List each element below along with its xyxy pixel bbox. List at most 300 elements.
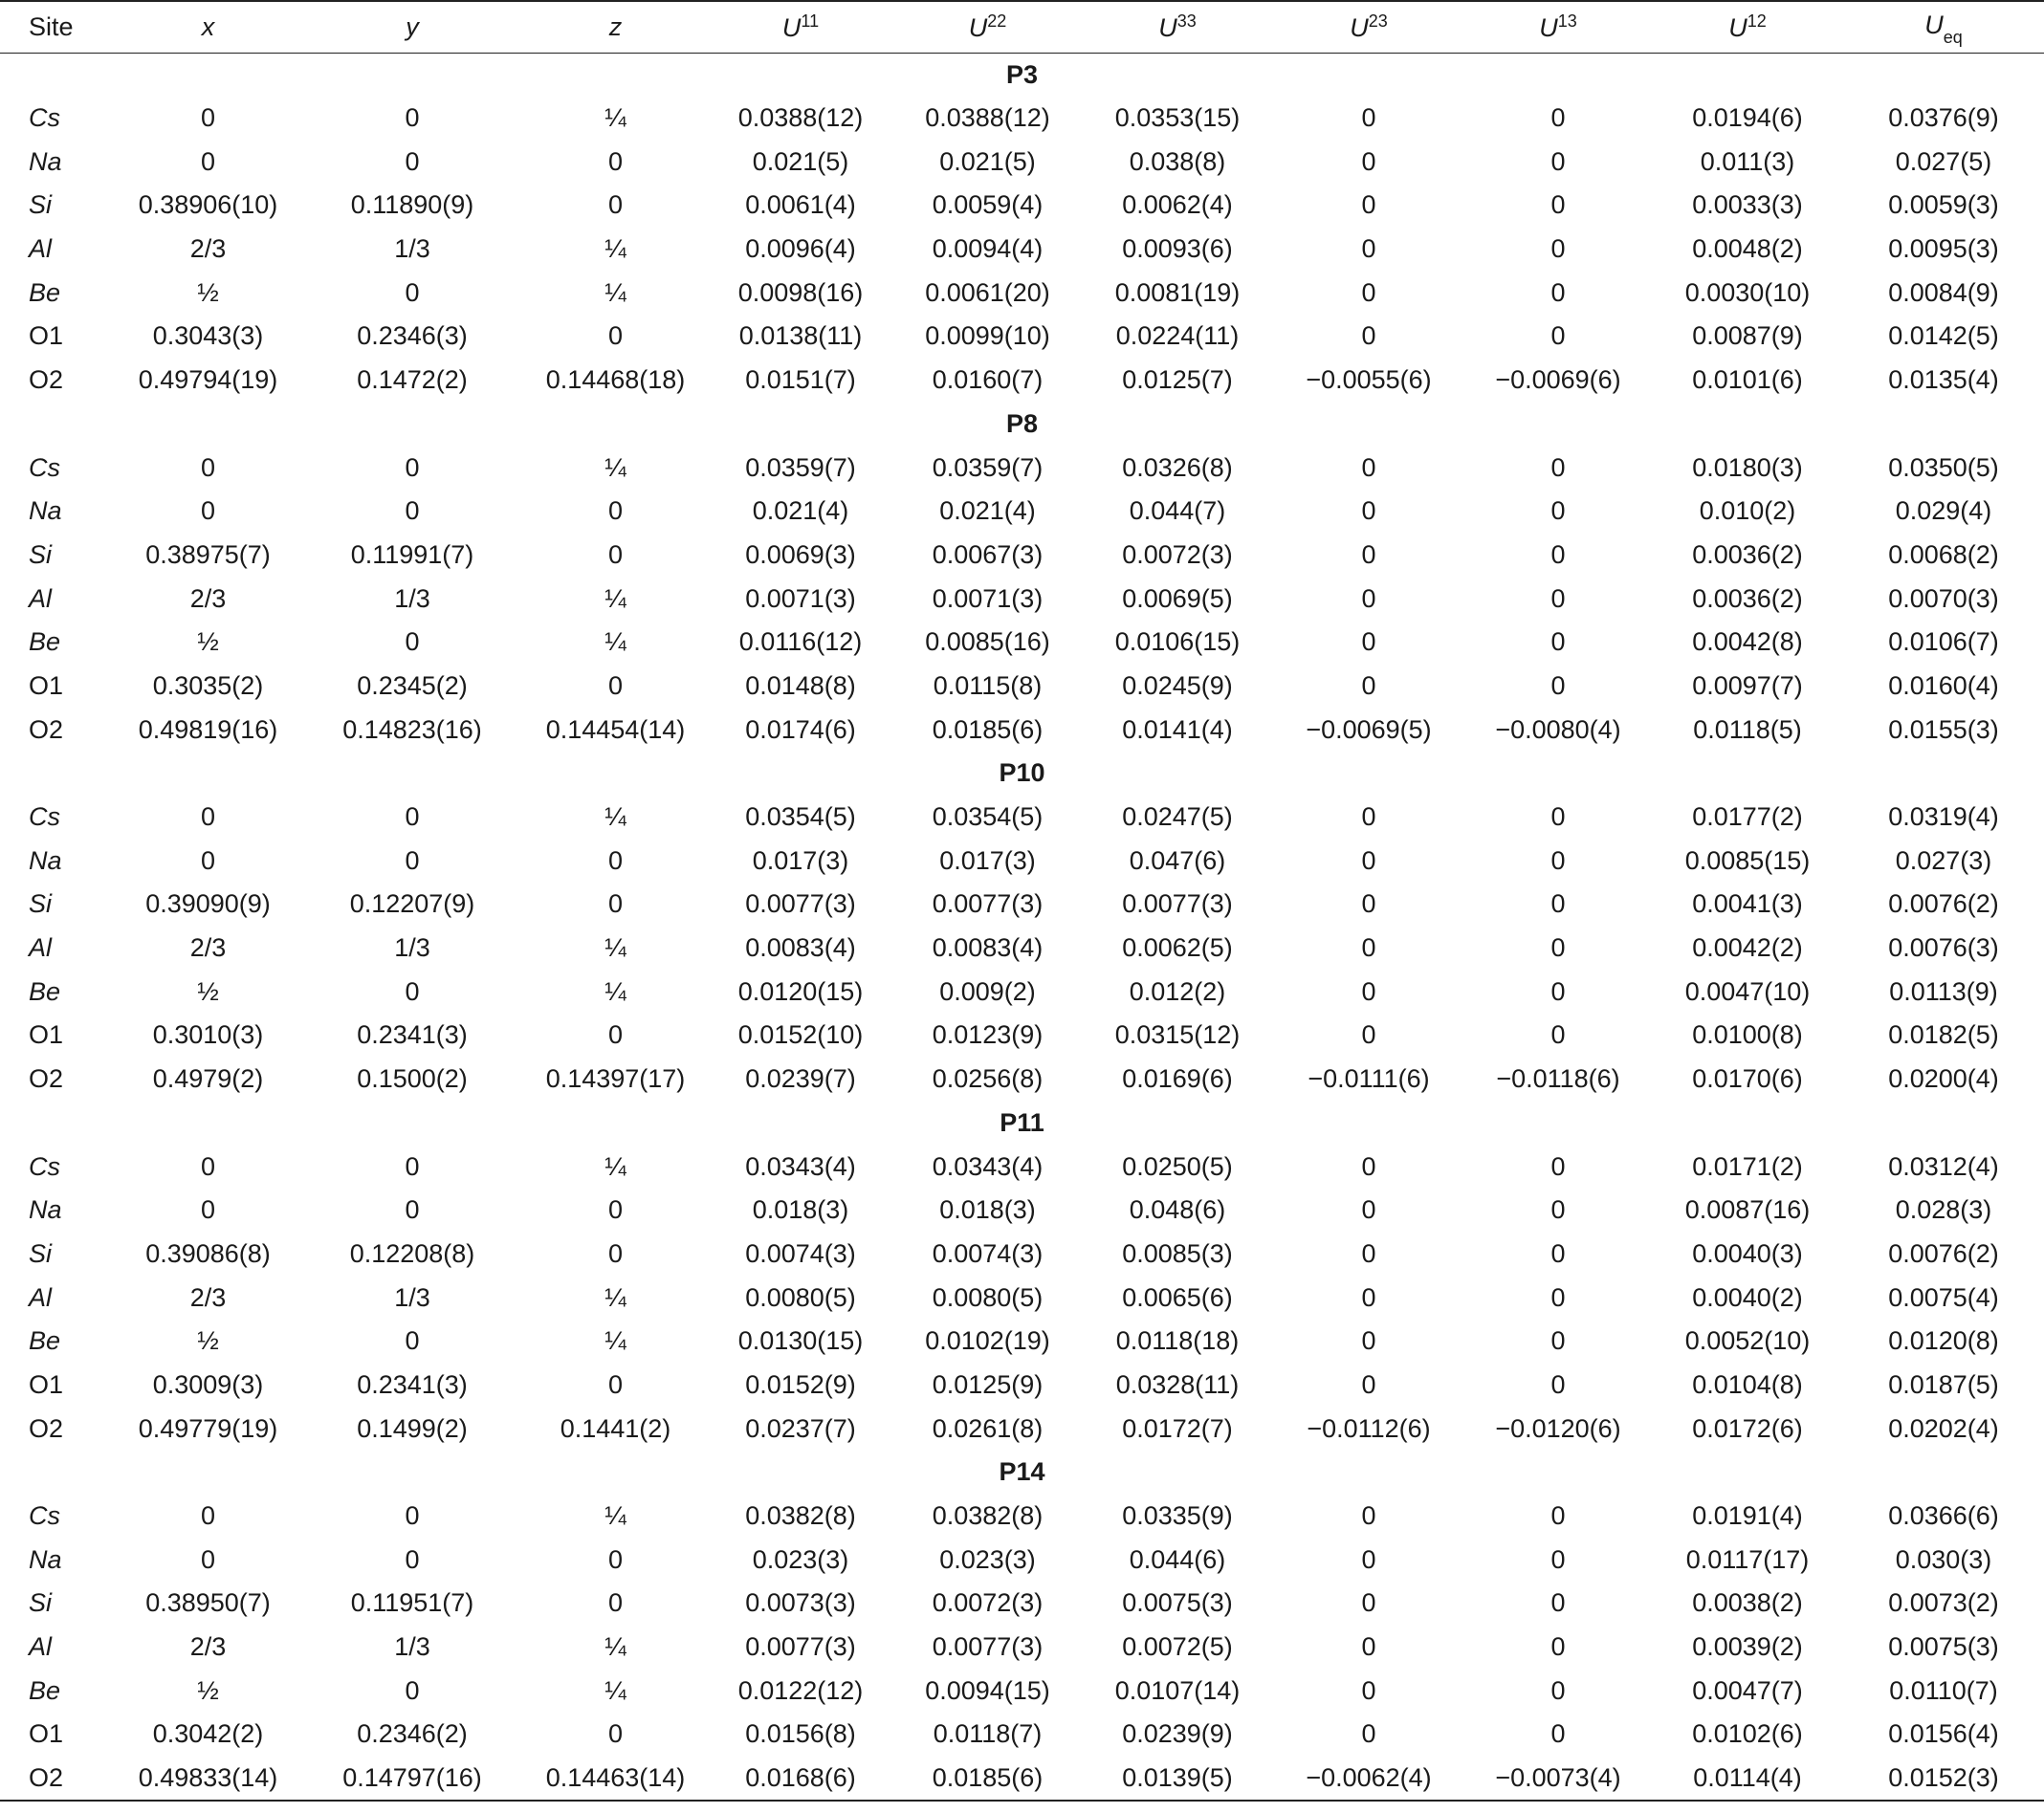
value-cell-z: 0: [607, 1544, 624, 1574]
site-cell: O2: [0, 1757, 115, 1801]
value-cell-x: ½: [197, 277, 219, 307]
group-label: P3: [1005, 59, 1039, 89]
site-cell: Al: [29, 1632, 53, 1662]
value-cell-u22: 0.0256(8): [932, 1064, 1044, 1094]
value-cell-z: 0: [607, 1719, 624, 1749]
value-cell-u33: 0.0077(3): [1122, 889, 1233, 919]
value-cell-u13: 0: [1550, 1675, 1566, 1705]
column-header-u12-symbol: U: [1728, 12, 1747, 42]
value-cell-u23: 0: [1361, 146, 1376, 176]
value-cell-z: 0.14463(14): [523, 1757, 708, 1801]
value-cell-u13: −0.0073(4): [1464, 1757, 1652, 1801]
value-cell-x: 0.3043(3): [152, 321, 264, 351]
value-cell-u13: 0: [1550, 539, 1566, 569]
site-cell: Be: [29, 1675, 61, 1705]
value-cell-x: ½: [197, 1675, 219, 1705]
value-cell-z: 0: [607, 1588, 624, 1618]
value-cell-y: 0: [405, 1544, 420, 1574]
value-cell-u13: 0: [1550, 1719, 1566, 1749]
value-cell-x: 0.49819(16): [138, 714, 278, 744]
site-cell: O2: [29, 1064, 64, 1094]
value-cell-u22: 0.0080(5): [932, 1282, 1044, 1312]
value-cell-u12: 0.0117(17): [1685, 1544, 1810, 1574]
value-cell-ueq: 0.0135(4): [1888, 365, 1999, 395]
value-cell-u23: −0.0062(4): [1273, 1757, 1464, 1801]
value-cell-ueq: 0.0076(2): [1888, 1238, 1999, 1268]
value-cell-u33: 0.0075(3): [1122, 1588, 1233, 1618]
value-cell-ueq: 0.0120(8): [1888, 1326, 1999, 1356]
value-cell-x: 0.38950(7): [145, 1588, 271, 1618]
value-cell-u13: 0: [1550, 496, 1566, 526]
group-header-row: [0, 403, 2044, 447]
value-cell-u23: 0: [1361, 1501, 1376, 1531]
value-cell-u11: 0.018(3): [752, 1195, 849, 1225]
site-cell: Cs: [29, 1501, 60, 1531]
value-cell-u33: 0.0247(5): [1122, 802, 1233, 832]
column-header-u22-sup: 22: [987, 11, 1007, 31]
column-header-ueq: [1843, 1, 2044, 53]
site-cell: O1: [29, 1369, 64, 1399]
value-cell-x: ½: [197, 627, 219, 657]
value-cell-x: 0.39086(8): [145, 1238, 271, 1268]
site-cell: Cs: [29, 103, 60, 133]
value-cell-z: ¼: [604, 103, 626, 133]
value-cell-u12: 0.0033(3): [1692, 190, 1803, 220]
value-cell-u22: 0.018(3): [939, 1195, 1036, 1225]
value-cell-u11: 0.017(3): [752, 845, 849, 875]
value-cell-u23: 0: [1361, 1544, 1376, 1574]
value-cell-ueq: 0.0319(4): [1888, 802, 1999, 832]
value-cell-x: 0.4979(2): [152, 1064, 264, 1094]
value-cell-u12: 0.0036(2): [1692, 539, 1803, 569]
column-header-u22-symbol: U: [968, 12, 988, 42]
value-cell-u13: −0.0080(4): [1495, 714, 1621, 744]
table-row: [0, 315, 2044, 359]
value-cell-u23: 0: [1361, 234, 1376, 264]
value-cell-u11: 0.023(3): [752, 1544, 849, 1574]
value-cell-u11: 0.0096(4): [745, 234, 856, 264]
value-cell-ueq: 0.0155(3): [1888, 714, 1999, 744]
value-cell-u11: 0.0080(5): [745, 1282, 856, 1312]
value-cell-u23: 0: [1361, 539, 1376, 569]
value-cell-u23: 0: [1361, 496, 1376, 526]
table-row: [0, 1233, 2044, 1277]
value-cell-u13: 0: [1550, 1238, 1566, 1268]
value-cell-u13: 0: [1550, 1588, 1566, 1618]
column-header-u22: [893, 1, 1082, 53]
site-cell: O2: [29, 1413, 64, 1443]
site-cell: Al: [29, 933, 53, 963]
value-cell-u13: 0: [1550, 1282, 1566, 1312]
site-cell: Si: [29, 539, 53, 569]
table-row: [0, 1538, 2044, 1582]
column-header-u11-symbol: U: [781, 12, 802, 42]
value-cell-u11: 0.0073(3): [745, 1588, 856, 1618]
value-cell-u12: 0.0104(8): [1692, 1369, 1803, 1399]
value-cell-u23: 0: [1361, 1369, 1376, 1399]
table-row: [0, 1669, 2044, 1713]
site-cell: Si: [29, 1238, 53, 1268]
value-cell-ueq: 0.0376(9): [1888, 103, 1999, 133]
value-cell-z: ¼: [604, 234, 626, 264]
value-cell-y: 0.1500(2): [357, 1064, 468, 1094]
table-row: [0, 839, 2044, 883]
value-cell-y: 1/3: [394, 234, 430, 264]
value-cell-y: 0.12208(8): [349, 1238, 475, 1268]
value-cell-u13: 0: [1550, 190, 1566, 220]
value-cell-ueq: 0.0202(4): [1888, 1413, 1999, 1443]
table-row: [0, 534, 2044, 578]
value-cell-ueq: 0.0182(5): [1888, 1020, 1999, 1050]
value-cell-y: 0.2341(3): [357, 1369, 468, 1399]
column-header-u23-sup: 23: [1368, 11, 1388, 31]
value-cell-u33: 0.0125(7): [1122, 365, 1233, 395]
value-cell-ueq: 0.0070(3): [1888, 583, 1999, 613]
value-cell-u33: 0.0250(5): [1122, 1151, 1233, 1181]
value-cell-u12: 0.0039(2): [1692, 1632, 1803, 1662]
value-cell-u23: 0: [1361, 1588, 1376, 1618]
table-row: [0, 1757, 2044, 1801]
value-cell-z: 0.14397(17): [545, 1064, 686, 1094]
table-row: [0, 927, 2044, 971]
value-cell-u13: 0: [1550, 1369, 1566, 1399]
value-cell-u12: 0.0177(2): [1692, 802, 1803, 832]
column-header-u33-symbol: U: [1158, 12, 1177, 42]
value-cell-u23: −0.0055(6): [1306, 365, 1432, 395]
table-row: [0, 1626, 2044, 1670]
value-cell-u22: 0.0094(15): [925, 1675, 1050, 1705]
value-cell-u33: 0.0139(5): [1082, 1757, 1273, 1801]
value-cell-ueq: 0.0075(3): [1888, 1632, 1999, 1662]
column-header-u33-sup: 33: [1176, 11, 1197, 31]
value-cell-y: 1/3: [394, 583, 430, 613]
site-cell: Na: [29, 845, 62, 875]
value-cell-u33: 0.0062(5): [1122, 933, 1233, 963]
value-cell-u33: 0.0245(9): [1122, 670, 1233, 700]
site-cell: Be: [29, 277, 61, 307]
value-cell-u13: 0: [1550, 452, 1566, 482]
value-cell-x: ½: [197, 1326, 219, 1356]
value-cell-y: 1/3: [394, 1632, 430, 1662]
value-cell-u33: 0.0239(9): [1122, 1719, 1233, 1749]
value-cell-y: 0.2346(3): [357, 321, 468, 351]
value-cell-ueq: 0.029(4): [1895, 496, 1992, 526]
value-cell-z: 0: [607, 1020, 624, 1050]
value-cell-z: 0: [607, 496, 624, 526]
value-cell-ueq: 0.0068(2): [1888, 539, 1999, 569]
value-cell-u23: 0: [1361, 889, 1376, 919]
value-cell-u11: 0.0061(4): [745, 190, 856, 220]
value-cell-y: 0.2346(2): [357, 1719, 468, 1749]
value-cell-y: 0: [405, 1675, 420, 1705]
value-cell-u33: 0.044(7): [1129, 496, 1226, 526]
table-row: [0, 883, 2044, 927]
value-cell-x: 0.3042(2): [152, 1719, 264, 1749]
value-cell-u13: 0: [1550, 627, 1566, 657]
table-row: [0, 1320, 2044, 1364]
value-cell-ueq: 0.0073(2): [1888, 1588, 1999, 1618]
column-header-z-label: z: [608, 11, 623, 41]
value-cell-y: 0.12207(9): [349, 889, 475, 919]
value-cell-ueq: 0.0142(5): [1888, 321, 1999, 351]
site-cell: Cs: [29, 1151, 60, 1181]
value-cell-u22: 0.0059(4): [932, 190, 1044, 220]
value-cell-y: 0.2341(3): [357, 1020, 468, 1050]
value-cell-u22: 0.0115(8): [933, 670, 1043, 700]
value-cell-u33: 0.0141(4): [1122, 714, 1233, 744]
column-header-u11: [708, 1, 893, 53]
value-cell-x: 2/3: [189, 583, 227, 613]
value-cell-ueq: 0.0076(2): [1888, 889, 1999, 919]
value-cell-u33: 0.0172(7): [1122, 1413, 1233, 1443]
value-cell-u11: 0.0382(8): [745, 1501, 856, 1531]
column-header-u12-sup: 12: [1747, 11, 1767, 31]
value-cell-u22: 0.0118(7): [933, 1719, 1043, 1749]
value-cell-u11: 0.0074(3): [745, 1238, 856, 1268]
value-cell-u33: 0.0093(6): [1122, 234, 1233, 264]
value-cell-z: ¼: [604, 627, 626, 657]
value-cell-u33: 0.044(6): [1129, 1544, 1226, 1574]
table-row: [0, 359, 2044, 403]
value-cell-u22: 0.0185(6): [893, 1757, 1082, 1801]
value-cell-z: ¼: [604, 976, 626, 1006]
site-cell: O1: [29, 1020, 64, 1050]
value-cell-z: ¼: [604, 1501, 626, 1531]
header-row: [0, 1, 2044, 53]
value-cell-u22: 0.0343(4): [932, 1151, 1044, 1181]
value-cell-u13: 0: [1550, 583, 1566, 613]
value-cell-u33: 0.0107(14): [1114, 1675, 1241, 1705]
site-cell: Na: [29, 1544, 62, 1574]
value-cell-u12: 0.0097(7): [1692, 670, 1803, 700]
table-row: [0, 1145, 2044, 1189]
table-row: [0, 970, 2044, 1014]
value-cell-y: 0: [405, 1195, 420, 1225]
value-cell-u23: 0: [1361, 452, 1376, 482]
value-cell-u11: 0.021(4): [752, 496, 849, 526]
value-cell-u11: 0.0388(12): [737, 103, 864, 133]
table-row: [0, 708, 2044, 752]
table-row: [0, 1407, 2044, 1451]
value-cell-x: 0: [200, 103, 216, 133]
value-cell-u23: 0: [1361, 670, 1376, 700]
column-header-u13-symbol: U: [1539, 12, 1558, 42]
value-cell-x: 0: [200, 1501, 216, 1531]
value-cell-u22: 0.0160(7): [932, 365, 1044, 395]
value-cell-u22: 0.0085(16): [925, 627, 1050, 657]
value-cell-ueq: 0.0187(5): [1888, 1369, 1999, 1399]
value-cell-u23: 0: [1361, 976, 1376, 1006]
value-cell-u33: 0.0328(11): [1115, 1369, 1240, 1399]
column-header-y: [301, 1, 523, 53]
value-cell-u11: 0.0083(4): [745, 933, 856, 963]
value-cell-u23: 0: [1361, 1326, 1376, 1356]
value-cell-u22: 0.0359(7): [932, 452, 1044, 482]
value-cell-y: 0: [405, 976, 420, 1006]
value-cell-z: ¼: [604, 1326, 626, 1356]
value-cell-u12: 0.0047(7): [1692, 1675, 1803, 1705]
value-cell-y: 0.1499(2): [357, 1413, 468, 1443]
value-cell-u12: 0.0191(4): [1692, 1501, 1803, 1531]
value-cell-u11: 0.0130(15): [737, 1326, 864, 1356]
value-cell-u11: 0.0343(4): [745, 1151, 856, 1181]
value-cell-ueq: 0.0075(4): [1888, 1282, 1999, 1312]
value-cell-u23: 0: [1361, 321, 1376, 351]
value-cell-u33: 0.0069(5): [1122, 583, 1233, 613]
value-cell-u13: 0: [1550, 321, 1566, 351]
column-header-u33: [1082, 1, 1273, 53]
value-cell-u33: 0.0062(4): [1122, 190, 1233, 220]
value-cell-y: 0.1472(2): [357, 365, 468, 395]
value-cell-y: 0: [405, 802, 420, 832]
value-cell-y: 0: [405, 146, 420, 176]
value-cell-u13: 0: [1550, 1195, 1566, 1225]
site-cell: O1: [29, 670, 64, 700]
value-cell-u11: 0.0069(3): [745, 539, 856, 569]
value-cell-u23: −0.0112(6): [1307, 1413, 1431, 1443]
value-cell-x: 0.39090(9): [145, 889, 271, 919]
column-header-ueq-sub: eq: [1943, 27, 1963, 47]
value-cell-y: 1/3: [394, 1282, 430, 1312]
value-cell-u12: 0.0170(6): [1692, 1064, 1803, 1094]
group-header-row: [0, 1451, 2044, 1495]
value-cell-y: 0.14797(16): [301, 1757, 523, 1801]
value-cell-u12: 0.0038(2): [1692, 1588, 1803, 1618]
value-cell-y: 0: [405, 1326, 420, 1356]
value-cell-u22: 0.0074(3): [932, 1238, 1044, 1268]
value-cell-x: ½: [197, 976, 219, 1006]
value-cell-ueq: 0.0113(9): [1889, 976, 1998, 1006]
value-cell-x: 0.38906(10): [138, 190, 278, 220]
value-cell-u22: 0.0102(19): [925, 1326, 1050, 1356]
value-cell-u23: 0: [1361, 277, 1376, 307]
value-cell-u22: 0.0077(3): [932, 1632, 1044, 1662]
column-header-ueq-symbol: U: [1924, 10, 1944, 39]
value-cell-u22: 0.0123(9): [932, 1020, 1044, 1050]
value-cell-ueq: 0.0312(4): [1888, 1151, 1999, 1181]
value-cell-u13: 0: [1550, 234, 1566, 264]
site-cell: Na: [29, 496, 62, 526]
table-row: [0, 97, 2044, 141]
site-cell: Na: [29, 1195, 62, 1225]
value-cell-x: 2/3: [189, 933, 227, 963]
value-cell-ueq: 0.030(3): [1895, 1544, 1992, 1574]
value-cell-x: 0: [200, 146, 216, 176]
value-cell-u22: 0.009(2): [939, 976, 1036, 1006]
table-row: [0, 1058, 2044, 1102]
value-cell-z: 0.1441(2): [560, 1413, 671, 1443]
value-cell-u12: 0.010(2): [1699, 496, 1796, 526]
value-cell-u23: 0: [1361, 933, 1376, 963]
value-cell-ueq: 0.0366(6): [1888, 1501, 1999, 1531]
value-cell-u23: 0: [1361, 190, 1376, 220]
value-cell-y: 1/3: [394, 933, 430, 963]
value-cell-u11: 0.0077(3): [745, 1632, 856, 1662]
site-cell: Al: [29, 583, 53, 613]
value-cell-ueq: 0.0076(3): [1888, 933, 1999, 963]
value-cell-u23: 0: [1361, 845, 1376, 875]
value-cell-u22: 0.0382(8): [932, 1501, 1044, 1531]
value-cell-u12: 0.0118(5): [1693, 714, 1802, 744]
value-cell-u33: 0.0118(18): [1115, 1326, 1240, 1356]
value-cell-u12: 0.0085(15): [1684, 845, 1811, 875]
value-cell-z: ¼: [604, 802, 626, 832]
group-label: P11: [1000, 1107, 1044, 1137]
table-row: [0, 1014, 2044, 1058]
value-cell-ueq: 0.027(5): [1895, 146, 1992, 176]
value-cell-ueq: 0.0200(4): [1888, 1064, 1999, 1094]
value-cell-u33: 0.0085(3): [1122, 1238, 1233, 1268]
value-cell-u12: 0.0087(16): [1684, 1195, 1811, 1225]
value-cell-u23: 0: [1361, 103, 1376, 133]
value-cell-u13: 0: [1550, 933, 1566, 963]
column-header-z: [523, 1, 708, 53]
value-cell-y: 0.2345(2): [357, 670, 468, 700]
value-cell-ueq: 0.0110(7): [1889, 1675, 1998, 1705]
value-cell-x: 0: [200, 845, 216, 875]
value-cell-ueq: 0.0152(3): [1843, 1757, 2044, 1801]
value-cell-z: ¼: [604, 1151, 626, 1181]
value-cell-u12: 0.0114(4): [1652, 1757, 1843, 1801]
value-cell-u12: 0.0171(2): [1692, 1151, 1803, 1181]
value-cell-x: 0.3009(3): [152, 1369, 264, 1399]
value-cell-z: 0: [607, 670, 624, 700]
value-cell-u12: 0.0040(3): [1692, 1238, 1803, 1268]
value-cell-u11: 0.0098(16): [737, 277, 864, 307]
value-cell-u12: 0.0047(10): [1684, 976, 1811, 1006]
value-cell-u23: 0: [1361, 1020, 1376, 1050]
value-cell-z: 0: [607, 845, 624, 875]
value-cell-y: 0: [405, 277, 420, 307]
value-cell-x: 0.49779(19): [138, 1413, 278, 1443]
value-cell-u11: 0.0168(6): [708, 1757, 893, 1801]
value-cell-z: 0.14454(14): [545, 714, 686, 744]
value-cell-u23: 0: [1361, 802, 1376, 832]
value-cell-x: 0: [200, 802, 216, 832]
value-cell-z: 0: [607, 321, 624, 351]
value-cell-u11: 0.0122(12): [737, 1675, 864, 1705]
value-cell-u22: 0.0388(12): [925, 103, 1050, 133]
value-cell-u33: 0.0353(15): [1114, 103, 1241, 133]
table-row: [0, 1713, 2044, 1757]
value-cell-u12: 0.0042(8): [1692, 627, 1803, 657]
value-cell-u12: 0.0172(6): [1692, 1413, 1803, 1443]
column-header-u13: [1464, 1, 1652, 53]
value-cell-u22: 0.021(5): [939, 146, 1036, 176]
value-cell-u13: 0: [1550, 976, 1566, 1006]
table-row: [0, 665, 2044, 709]
value-cell-u11: 0.0071(3): [745, 583, 856, 613]
value-cell-u22: 0.0185(6): [932, 714, 1044, 744]
value-cell-y: 0: [405, 1151, 420, 1181]
value-cell-u12: 0.0030(10): [1684, 277, 1811, 307]
value-cell-u11: 0.0354(5): [745, 802, 856, 832]
value-cell-ueq: 0.0160(4): [1888, 670, 1999, 700]
column-header-x-label: x: [201, 11, 215, 41]
value-cell-u23: −0.0111(6): [1308, 1064, 1430, 1094]
group-label: P10: [999, 758, 1045, 788]
value-cell-u22: 0.0083(4): [932, 933, 1044, 963]
value-cell-u12: 0.0194(6): [1692, 103, 1803, 133]
site-cell: Si: [29, 1588, 53, 1618]
value-cell-u33: 0.0106(15): [1114, 627, 1241, 657]
table-row: [0, 140, 2044, 184]
value-cell-u33: 0.0169(6): [1122, 1064, 1233, 1094]
table-row: [0, 1189, 2044, 1233]
value-cell-u23: 0: [1361, 1719, 1376, 1749]
value-cell-u22: 0.0067(3): [932, 539, 1044, 569]
value-cell-z: ¼: [604, 1282, 626, 1312]
